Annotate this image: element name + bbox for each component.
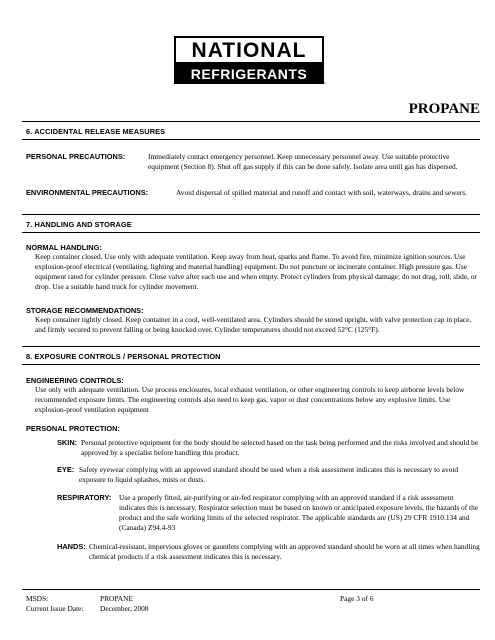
section6-heading: 6. ACCIDENTAL RELEASE MEASURES <box>26 127 166 136</box>
footer-msds-value: PROPANE <box>100 594 133 603</box>
environmental-precautions <box>26 188 481 210</box>
storage-label: STORAGE RECOMMENDATIONS: <box>26 306 144 315</box>
skin-text: Personal protective equipment for the body should be selected based on the task being performed and the risks involved and should be approved by a specialist before handling this product. <box>81 438 479 457</box>
product-title: PROPANE <box>408 101 480 117</box>
divider <box>22 139 480 140</box>
eye-text: Safety eyewear complying with an approved standard should be used when a risk assessment indicates this is necessary to avoid exposure to liquid splashes, mists or dusts. <box>79 465 459 484</box>
section8-heading: 8. EXPOSURE CONTROLS / PERSONAL PROTECTION <box>26 352 221 361</box>
storage-text: Keep container tightly closed. Keep container in a cool, well-ventilated area. Cylinders should be stored upright, with valve protection cap in place, and firmly secured to prevent falling or being knocked over. Cylinder temperatures should not exceed 52°C (125°F). <box>35 315 472 334</box>
footer-divider <box>22 589 480 590</box>
footer-page-number: Page 3 of 6 <box>340 594 374 603</box>
footer-issue-date: December, 2008 <box>100 604 149 613</box>
eye-label: EYE: <box>57 465 75 474</box>
environmental-precautions-text: Avoid dispersal of spilled material and runoff and contact with soil, waterways, drains and sewers. <box>176 188 467 197</box>
company-logo <box>174 36 324 90</box>
footer-issue-label: Current Issue Date: <box>26 604 84 613</box>
divider <box>22 214 480 215</box>
skin-label: SKIN: <box>57 438 78 447</box>
logo-trademark: INC <box>319 80 326 85</box>
respiratory-protection <box>57 493 481 537</box>
respiratory-label: RESPIRATORY: <box>57 493 112 502</box>
section7-heading: 7. HANDLING AND STORAGE <box>26 220 132 229</box>
engineering-controls-text: Use only with adequate ventilation. Use process enclosures, local exhaust ventilation, or other engineering controls to keep airborne levels below recommended exposure limits. The engineering controls also need to keep gas, vapor or dust concentrations below any explosive limits. Use explosion-proof ventilation equipment <box>35 385 465 414</box>
personal-precautions-label: PERSONAL PRECAUTIONS: <box>26 152 126 161</box>
hands-text: Chemical-resistant, impervious gloves or gauntlets complying with an approved standard should be worn at all times when handling chemical products if a risk assessment indicates this is necessary. <box>89 542 480 561</box>
environmental-precautions-label: ENVIRONMENTAL PRECAUTIONS: <box>26 188 149 197</box>
normal-handling-label: NORMAL HANDLING: <box>26 243 102 252</box>
personal-precautions-text: Immediately contact emergency personnel. Keep unnecessary personnel away. Use suitable protective equipment (Section 8). Shut off gas supply if this can be done safely. Isolate area until gas has dispersed. <box>148 152 458 171</box>
personal-protection-label: PERSONAL PROTECTION: <box>26 424 120 433</box>
logo-line1: NATIONAL <box>174 36 324 64</box>
skin-protection <box>57 438 481 460</box>
personal-precautions <box>26 152 481 184</box>
divider <box>22 364 480 365</box>
hands-label: HANDS: <box>57 542 86 551</box>
normal-handling-text: Keep container closed. Use only with adequate ventilation. Keep away from heat, sparks and flame. To avoid fire, minimize ignition sources. Use explosion-proof electrical (ventilating, lighting and material handling) equipment. Do not puncture or incinerate container. High pressure gas. Use equipment rated for cylinder pressure. Close valve after each use and when empty. Protect cylinders from physical damage; do not drag, roll, slide, or drop. Use a suitable hand truck for cylinder movement. <box>35 252 477 291</box>
engineering-controls-label: ENGINEERING CONTROLS: <box>26 376 124 385</box>
eye-protection <box>57 465 481 487</box>
logo-line2: REFRIGERANTS <box>174 64 324 84</box>
respiratory-text: Use a properly fitted, air-purifying or air-fed respirator complying with an approved standard if a risk assessment indicates this is necessary. Respirator selection must be based on known or anticipated exposure levels, the hazards of the product and the safe working limits of the selected respirator. The applicable standards are (US) 29 CFR 1910.134 and (Canada) Z94.4-93 <box>119 493 479 532</box>
footer-msds-label: MSDS: <box>26 594 49 603</box>
hands-protection <box>57 542 481 564</box>
divider <box>22 232 480 233</box>
divider <box>22 346 480 347</box>
divider <box>22 121 480 122</box>
